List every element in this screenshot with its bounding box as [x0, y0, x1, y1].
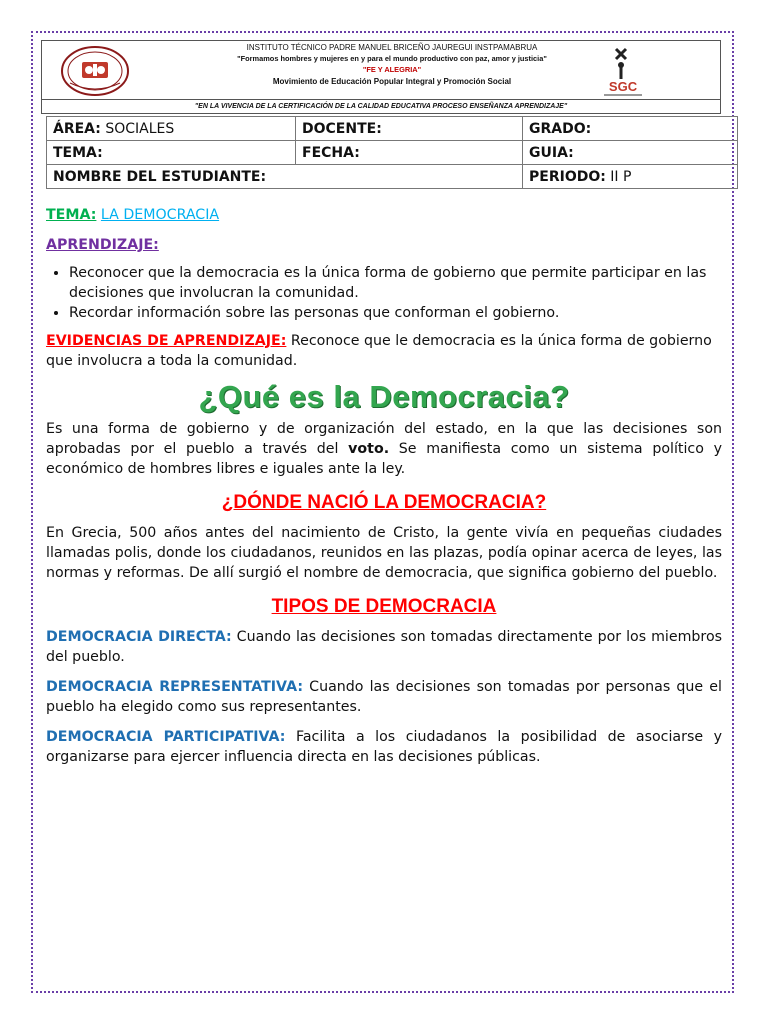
que-es-title: ¿Qué es la Democracia? — [198, 379, 570, 414]
nombre-label: NOMBRE DEL ESTUDIANTE: — [47, 165, 523, 189]
que-es-text-after: Se manifiesta como un sistema político y económico de hombres libres e iguales ante la ley. — [46, 441, 722, 477]
aprendizaje-heading: APRENDIZAJE: — [46, 237, 159, 253]
periodo-label: PERIODO: — [529, 168, 606, 185]
tipo-representativa — [46, 677, 722, 717]
evidencias-paragraph — [46, 331, 722, 371]
donde-nacio-paragraph: En Grecia, 500 años antes del nacimiento de Cristo, la gente vivía en pequeñas ciudades llamadas polis, donde los ciudadanos, reunidos en las plazas, podía opinar acerca de leyes, las normas y reformas. De allí surgió el nombre de democracia, que significa gobierno del pueblo. — [46, 525, 722, 581]
area-label: ÁREA: — [53, 120, 101, 137]
institute-motto: "Formamos hombres y mujeres en y para el mundo productivo con paz, amor y justicia" — [237, 54, 547, 63]
tema-label: TEMA: — [47, 141, 296, 165]
header-content — [42, 41, 720, 99]
tipo-participativa-label: DEMOCRACIA PARTICIPATIVA: — [46, 729, 286, 745]
table-row — [47, 117, 738, 141]
tema-value: LA DEMOCRACIA — [100, 207, 220, 223]
tipo-directa-text: Cuando las decisiones son tomadas directamente por los miembros del pueblo. — [46, 629, 723, 665]
periodo-cell — [523, 165, 738, 189]
area-cell — [47, 117, 296, 141]
table-row — [47, 141, 738, 165]
aprendizaje-list — [46, 263, 722, 323]
evidencias-text: Reconoce que le democracia es la única forma de gobierno que involucra a toda la comunidad. — [46, 333, 712, 369]
tipo-representativa-text: Cuando las decisiones son tomadas por personas que el pueblo ha elegido como sus representantes. — [46, 679, 722, 715]
tipo-representativa-label: DEMOCRACIA REPRESENTATIVA: — [46, 679, 303, 695]
sgc-logo — [596, 45, 650, 99]
tipo-directa — [46, 627, 722, 667]
student-info-table — [46, 116, 738, 189]
movement-name: Movimiento de Educación Popular Integral y Promoción Social — [272, 77, 512, 86]
area-value: SOCIALES — [105, 120, 175, 137]
network-name: "FE Y ALEGRIA" — [362, 65, 422, 74]
certification-banner: "EN LA VIVENCIA DE LA CERTIFICACIÓN DE LA CALIDAD EDUCATIVA PROCESO ENSEÑANZA APRENDIZAJE" — [42, 99, 720, 114]
que-es-text-before: Es una forma de gobierno y de organización del estado, en la que las decisiones son aprobadas por el pueblo a través del — [46, 421, 722, 457]
table-row — [47, 165, 738, 189]
school-seal-logo — [60, 45, 130, 97]
sgc-logo-text: SGC — [608, 79, 638, 94]
donde-nacio-title: ¿DÓNDE NACIÓ LA DEMOCRACIA? — [221, 492, 547, 513]
que-es-text-bold: voto. — [348, 441, 390, 457]
fecha-label: FECHA: — [296, 141, 523, 165]
guia-label: GUIA: — [523, 141, 738, 165]
periodo-value: II P — [610, 168, 632, 185]
tipo-directa-label: DEMOCRACIA DIRECTA: — [46, 629, 232, 645]
docente-label: DOCENTE: — [296, 117, 523, 141]
tema-line — [46, 205, 722, 225]
tipo-participativa-text: Facilita a los ciudadanos la posibilidad de asociarse y organizarse para ejercer influencia directa en las decisiones públicas. — [46, 729, 722, 765]
evidencias-label: EVIDENCIAS DE APRENDIZAJE: — [46, 333, 287, 349]
worksheet-content — [46, 205, 722, 767]
tipos-title: TIPOS DE DEMOCRACIA — [271, 596, 497, 617]
list-item: • Recordar información sobre las personas que conforman el gobierno. — [69, 303, 722, 323]
tipo-participativa — [46, 727, 722, 767]
institute-name: INSTITUTO TÉCNICO PADRE MANUEL BRICEÑO JAUREGUI INSTPAMABRUA — [246, 43, 538, 52]
institution-header — [41, 40, 721, 114]
grado-label: GRADO: — [523, 117, 738, 141]
que-es-paragraph — [46, 419, 722, 479]
tema-label: TEMA: — [46, 207, 97, 223]
list-item: • Reconocer que la democracia es la única forma de gobierno que permite participar en las decisiones que involucran la comunidad. — [69, 263, 722, 303]
